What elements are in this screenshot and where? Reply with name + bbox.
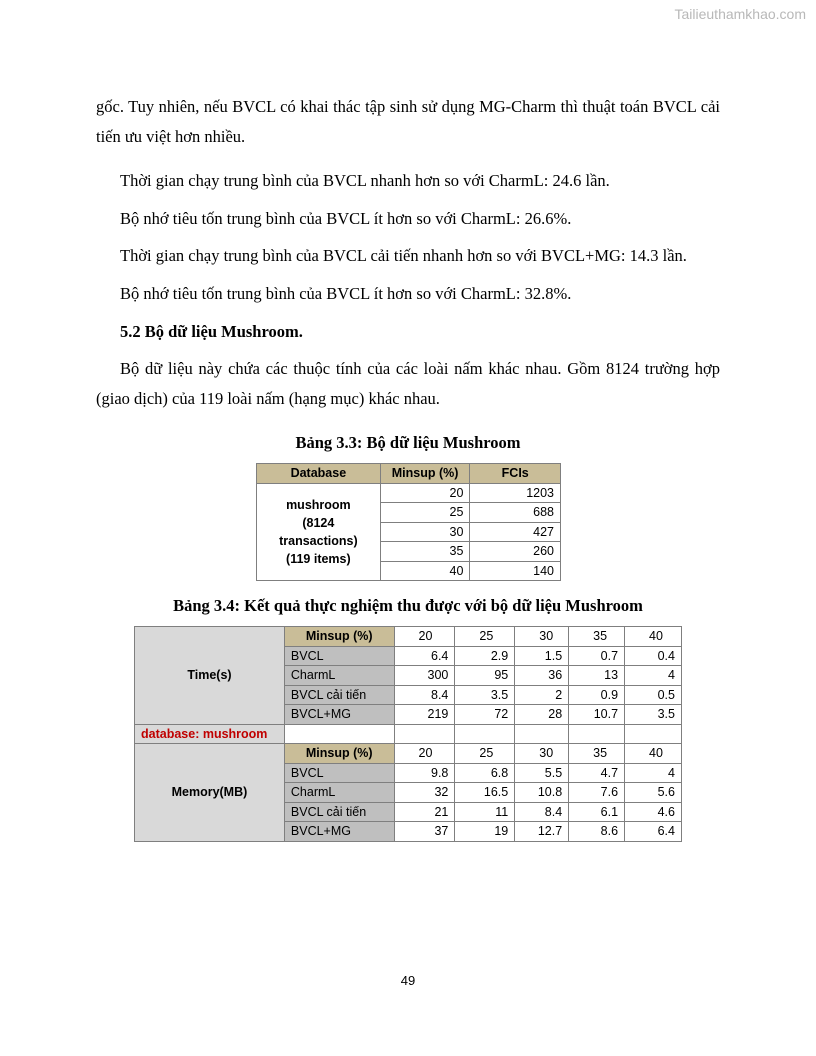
section-paragraph: Bộ dữ liệu này chứa các thuộc tính của các loài nấm khác nhau. Gồm 8124 trường hợp (giao dịch) của 119 loài nấm (hạng mục) khác nhau.	[96, 359, 720, 408]
minsup-cell: 25	[380, 503, 470, 523]
value-cell: 1.5	[515, 646, 569, 666]
table-row	[135, 627, 682, 647]
table-row	[135, 724, 682, 744]
page-number: 49	[400, 973, 416, 988]
value-cell: 12.7	[515, 822, 569, 842]
database-transactions-label: transactions)	[279, 533, 358, 548]
time-group-label: Time(s)	[135, 627, 285, 725]
database-items: (119 items)	[286, 551, 351, 566]
value-cell: 6.4	[394, 646, 455, 666]
value-cell: 0.7	[569, 646, 625, 666]
header-fcis: FCIs	[470, 464, 561, 484]
minsup-cell: 20	[380, 483, 470, 503]
value-cell: 2	[515, 685, 569, 705]
minsup-value: 40	[625, 627, 682, 647]
value-cell: 4	[625, 666, 682, 686]
value-cell: 5.6	[625, 783, 682, 803]
value-cell: 6.4	[625, 822, 682, 842]
value-cell: 28	[515, 705, 569, 725]
algorithm-label: BVCL	[284, 646, 394, 666]
empty-cell	[515, 724, 569, 744]
value-cell: 0.4	[625, 646, 682, 666]
algorithm-label: BVCL cải tiến	[284, 802, 394, 822]
dataset-table	[256, 463, 561, 581]
minsup-value: 30	[515, 627, 569, 647]
database-name: mushroom	[286, 497, 351, 512]
algorithm-label: BVCL cải tiến	[284, 685, 394, 705]
stat-line: Thời gian chạy trung bình của BVCL nhanh hơn so với CharmL: 24.6 lần.	[120, 171, 610, 190]
minsup-header: Minsup (%)	[284, 627, 394, 647]
value-cell: 5.5	[515, 763, 569, 783]
memory-group-label: Memory(MB)	[135, 744, 285, 842]
header-minsup: Minsup (%)	[380, 464, 470, 484]
algorithm-label: BVCL+MG	[284, 705, 394, 725]
value-cell: 300	[394, 666, 455, 686]
minsup-value: 20	[394, 744, 455, 764]
fcis-cell: 1203	[470, 483, 561, 503]
results-table	[134, 626, 682, 842]
value-cell: 37	[394, 822, 455, 842]
fcis-cell: 260	[470, 542, 561, 562]
database-transactions-count: (8124	[302, 515, 335, 530]
database-cell	[257, 483, 381, 581]
minsup-value: 25	[455, 627, 515, 647]
intro-paragraph: gốc. Tuy nhiên, nếu BVCL có khai thác tập sinh sử dụng MG-Charm thì thuật toán BVCL cải tiến ưu việt hơn nhiều.	[96, 97, 720, 146]
value-cell: 3.5	[625, 705, 682, 725]
minsup-value: 30	[515, 744, 569, 764]
section-heading: 5.2 Bộ dữ liệu Mushroom.	[120, 322, 303, 341]
minsup-value: 40	[625, 744, 682, 764]
value-cell: 0.9	[569, 685, 625, 705]
value-cell: 8.4	[394, 685, 455, 705]
table-row	[135, 744, 682, 764]
minsup-cell: 35	[380, 542, 470, 562]
value-cell: 9.8	[394, 763, 455, 783]
stat-line: Thời gian chạy trung bình của BVCL cải tiến nhanh hơn so với BVCL+MG: 14.3 lần.	[120, 246, 687, 265]
empty-cell	[394, 724, 455, 744]
minsup-cell: 30	[380, 522, 470, 542]
value-cell: 3.5	[455, 685, 515, 705]
value-cell: 219	[394, 705, 455, 725]
database-label: database: mushroom	[135, 724, 285, 744]
fcis-cell: 688	[470, 503, 561, 523]
watermark: Tailieuthamkhao.com	[674, 6, 806, 22]
empty-cell	[284, 724, 394, 744]
value-cell: 10.7	[569, 705, 625, 725]
table-header-row	[257, 464, 561, 484]
algorithm-label: CharmL	[284, 783, 394, 803]
algorithm-label: BVCL+MG	[284, 822, 394, 842]
algorithm-label: CharmL	[284, 666, 394, 686]
value-cell: 19	[455, 822, 515, 842]
table-row	[257, 483, 561, 503]
value-cell: 8.4	[515, 802, 569, 822]
value-cell: 10.8	[515, 783, 569, 803]
value-cell: 2.9	[455, 646, 515, 666]
value-cell: 7.6	[569, 783, 625, 803]
minsup-cell: 40	[380, 561, 470, 581]
value-cell: 4.6	[625, 802, 682, 822]
value-cell: 72	[455, 705, 515, 725]
value-cell: 95	[455, 666, 515, 686]
value-cell: 16.5	[455, 783, 515, 803]
value-cell: 21	[394, 802, 455, 822]
value-cell: 6.8	[455, 763, 515, 783]
minsup-value: 20	[394, 627, 455, 647]
fcis-cell: 140	[470, 561, 561, 581]
fcis-cell: 427	[470, 522, 561, 542]
algorithm-label: BVCL	[284, 763, 394, 783]
empty-cell	[569, 724, 625, 744]
value-cell: 13	[569, 666, 625, 686]
value-cell: 36	[515, 666, 569, 686]
stat-line: Bộ nhớ tiêu tốn trung bình của BVCL ít hơn so với CharmL: 26.6%.	[120, 209, 572, 228]
minsup-value: 35	[569, 744, 625, 764]
minsup-value: 25	[455, 744, 515, 764]
value-cell: 6.1	[569, 802, 625, 822]
value-cell: 0.5	[625, 685, 682, 705]
value-cell: 4	[625, 763, 682, 783]
header-database: Database	[257, 464, 381, 484]
value-cell: 8.6	[569, 822, 625, 842]
table1-caption: Bảng 3.3: Bộ dữ liệu Mushroom	[295, 433, 521, 452]
value-cell: 32	[394, 783, 455, 803]
stat-line: Bộ nhớ tiêu tốn trung bình của BVCL ít hơn so với CharmL: 32.8%.	[120, 284, 572, 303]
empty-cell	[625, 724, 682, 744]
value-cell: 4.7	[569, 763, 625, 783]
value-cell: 11	[455, 802, 515, 822]
empty-cell	[455, 724, 515, 744]
minsup-value: 35	[569, 627, 625, 647]
table2-caption: Bảng 3.4: Kết quả thực nghiệm thu được với bộ dữ liệu Mushroom	[173, 596, 643, 615]
minsup-header: Minsup (%)	[284, 744, 394, 764]
